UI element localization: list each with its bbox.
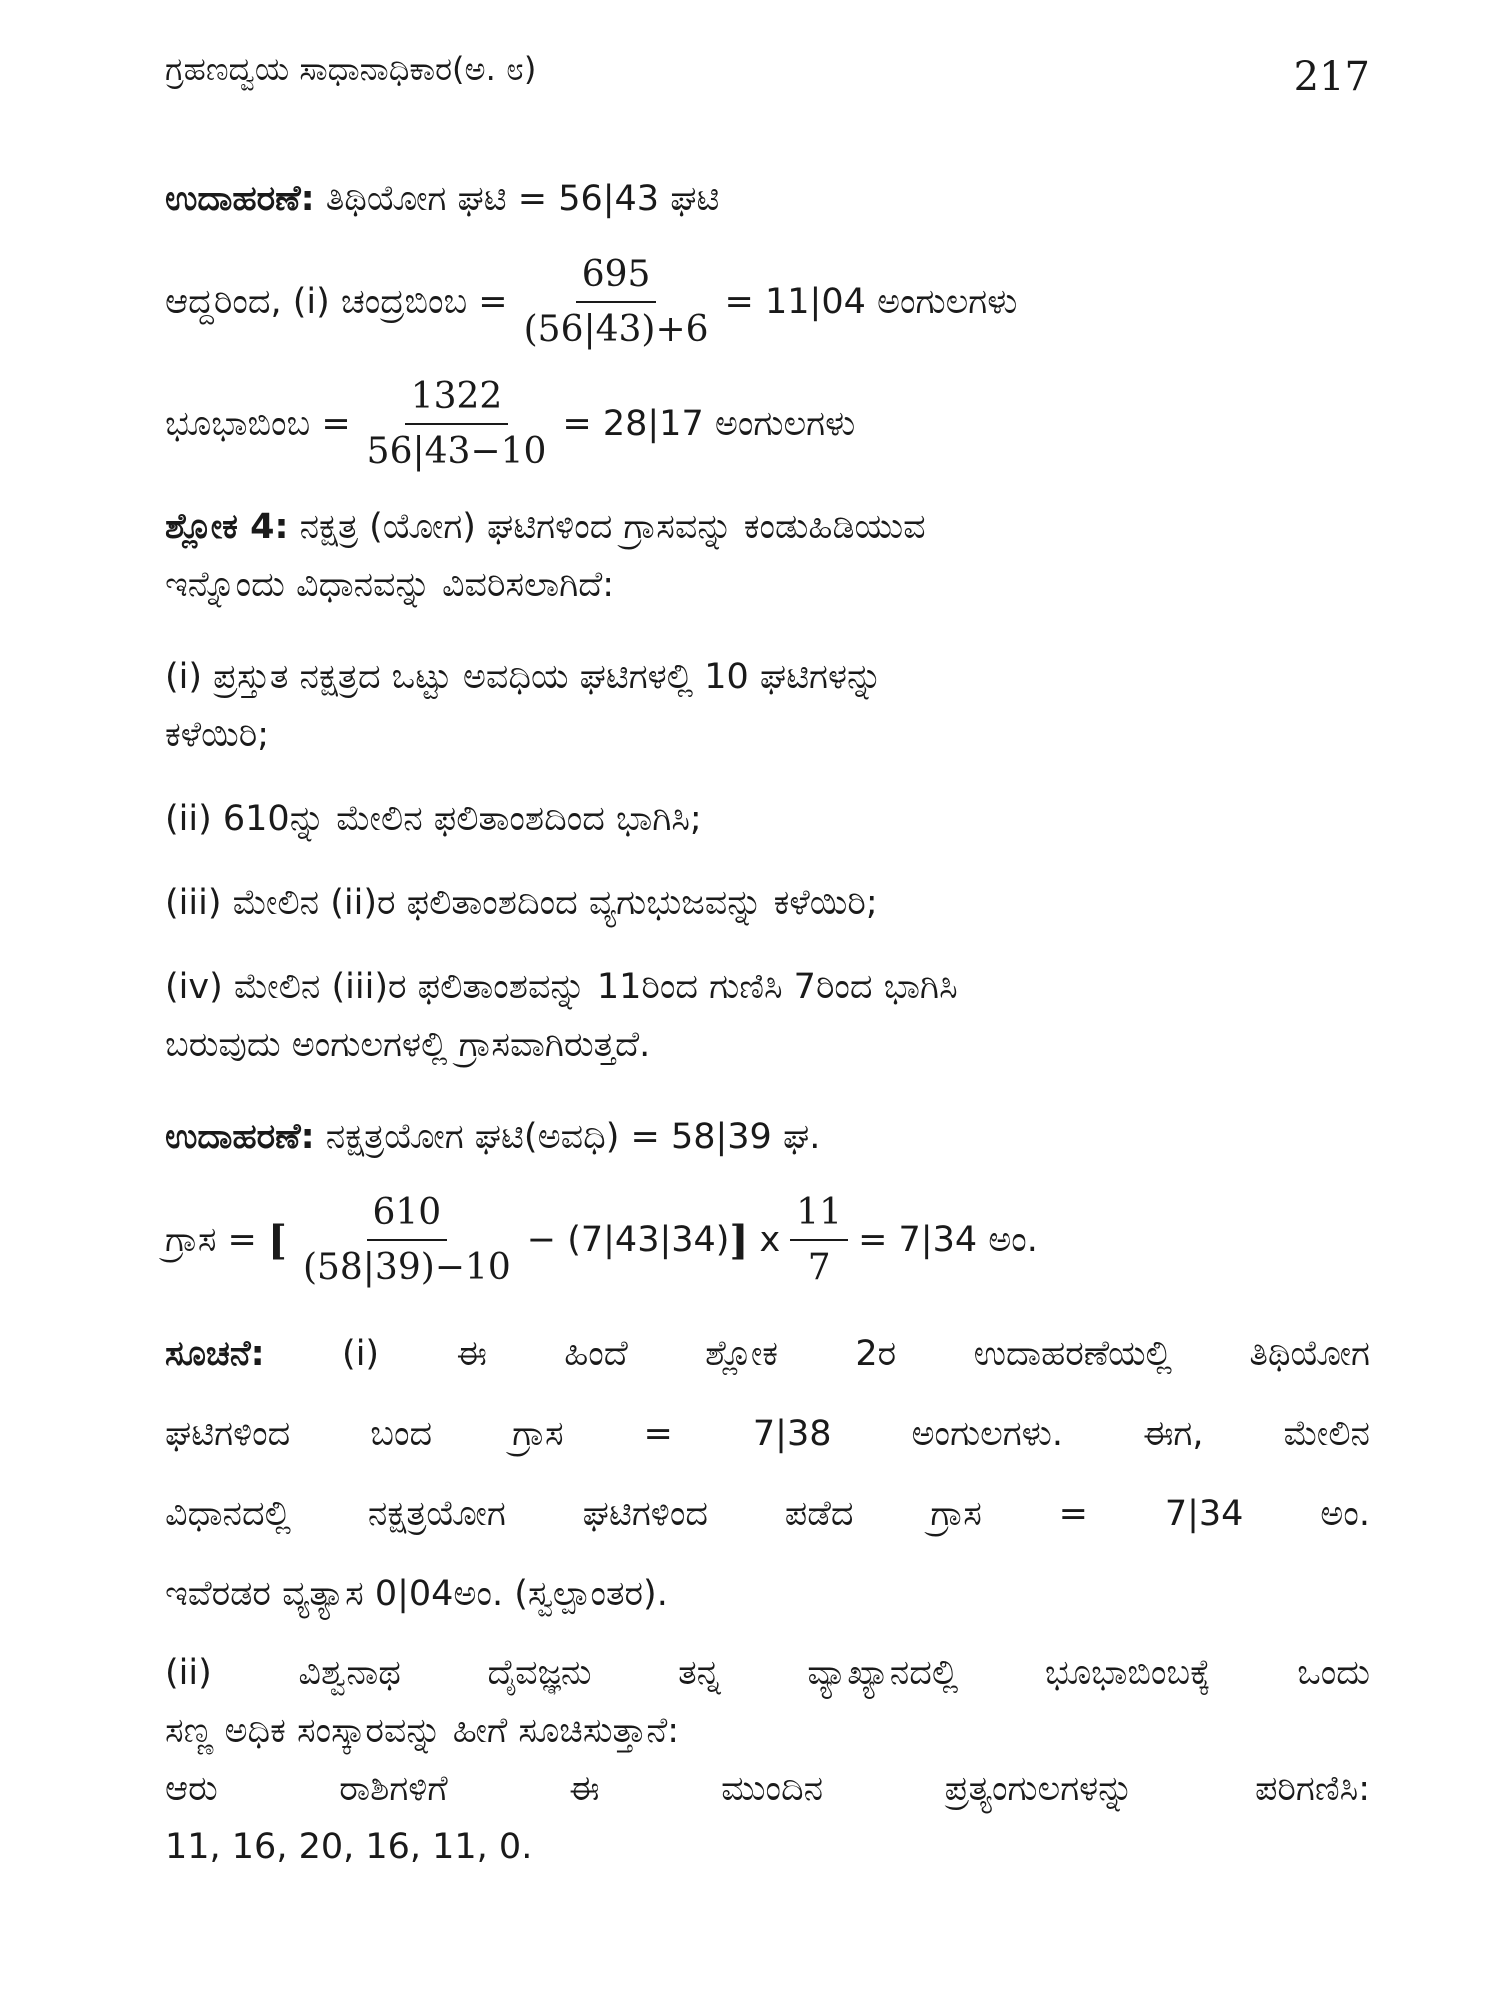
equation-result: = 7|34 ಅಂ. — [858, 1220, 1038, 1260]
text-line: 11, 16, 20, 16, 11, 0. — [165, 1827, 533, 1867]
denominator: (58|39)−10 — [302, 1247, 511, 1288]
equation-result: = 28|17 ಅಂಗುಲಗಳು — [562, 404, 856, 444]
equation-earth-shadow — [165, 376, 1370, 472]
step-4 — [165, 958, 1370, 1074]
running-title: ಗ್ರಹಣದ್ವಯ ಸಾಧಾನಾಧಿಕಾರ(ಅ. ೮) — [165, 50, 537, 88]
equation-prefix: ಭೂಭಾಬಿಂಬ = — [165, 404, 351, 444]
fraction — [790, 1192, 848, 1288]
page-number: 217 — [1293, 54, 1370, 100]
equation-grasa — [165, 1192, 1370, 1288]
times-sign: x — [759, 1220, 781, 1260]
note-text: (i) ಈ ಹಿಂದೆ ಶ್ಲೋಕ 2ರ ಉದಾಹರಣೆಯಲ್ಲಿ ತಿಥಿಯೋಗ — [264, 1334, 1370, 1374]
numerator: 610 — [367, 1192, 448, 1241]
shloka-text: ನಕ್ಷತ್ರ (ಯೋಗ) ಘಟಿಗಳಿಂದ ಗ್ರಾಸವನ್ನು ಕಂಡುಹಿಡಿಯುವ — [288, 507, 926, 547]
text-line: (i) ಪ್ರಸ್ತುತ ನಕ್ಷತ್ರದ ಒಟ್ಟು ಅವಧಿಯ ಘಟಿಗಳಲ್ಲಿ 10 ಘಟಿಗಳನ್ನು — [165, 657, 883, 697]
equation-middle: − (7|43|34) — [526, 1220, 730, 1260]
note-paragraph-2 — [165, 1644, 1370, 1876]
fraction — [518, 254, 715, 350]
example1-label: ಉದಾಹರಣೆ: — [165, 179, 315, 219]
text-line: ಸಣ್ಣ ಅಧಿಕ ಸಂಸ್ಕಾರವನ್ನು ಹೀಗೆ ಸೂಚಿಸುತ್ತಾನೆ: — [165, 1711, 680, 1751]
denominator: 7 — [807, 1247, 831, 1288]
text-line: ವಿಧಾನದಲ್ಲಿ ನಕ್ಷತ್ರಯೋಗ ಘಟಿಗಳಿಂದ ಪಡೆದ ಗ್ರಾಸ = 7|34 ಅಂ. — [165, 1494, 1370, 1534]
fraction — [361, 376, 553, 472]
text-line — [165, 498, 1370, 556]
step-1 — [165, 648, 1370, 764]
shloka-label: ಶ್ಲೋಕ 4: — [165, 507, 289, 547]
step-3: (iii) ಮೇಲಿನ (ii)ರ ಫಲಿತಾಂಶದಿಂದ ವ್ಯಗುಭುಜವನ್ನು ಕಳೆಯಿರಿ; — [165, 883, 878, 923]
equation-moon-disc — [165, 254, 1370, 350]
text-line: ಕಳೆಯಿರಿ; — [165, 715, 270, 755]
fraction — [297, 1192, 517, 1288]
close-bracket: ] — [729, 1216, 749, 1264]
note-paragraph-1 — [165, 1314, 1370, 1634]
equation-prefix: ಆದ್ದರಿಂದ, (i) ಚಂದ್ರಬಿಂಬ = — [165, 282, 508, 322]
denominator: 56|43−10 — [366, 431, 547, 472]
text-line: ಘಟಿಗಳಿಂದ ಬಂದ ಗ್ರಾಸ = 7|38 ಅಂಗುಲಗಳು. ಈಗ, ಮೇಲಿನ — [165, 1414, 1370, 1454]
text-line: ಆರು ರಾಶಿಗಳಿಗೆ ಈ ಮುಂದಿನ ಪ್ರತ್ಯಂಗುಲಗಳನ್ನು ಪರಿಗಣಿಸಿ: — [165, 1769, 1370, 1809]
text-line — [165, 1314, 1370, 1394]
numerator: 11 — [790, 1192, 848, 1241]
equation-result: = 11|04 ಅಂಗುಲಗಳು — [724, 282, 1018, 322]
text-line: (ii) ವಿಶ್ವನಾಥ ದೈವಜ್ಞನು ತನ್ನ ವ್ಯಾಖ್ಯಾನದಲ್ಲಿ ಭೂಭಾಬಿಂಬಕ್ಕೆ ಒಂದು — [165, 1653, 1370, 1693]
note-label: ಸೂಚನೆ: — [165, 1334, 265, 1374]
numerator: 1322 — [405, 376, 509, 425]
equation-prefix: ಗ್ರಾಸ = — [165, 1220, 257, 1260]
step-2: (ii) 610ನ್ನು ಮೇಲಿನ ಫಲಿತಾಂಶದಿಂದ ಭಾಗಿಸಿ; — [165, 799, 702, 839]
text-line: (iv) ಮೇಲಿನ (iii)ರ ಫಲಿತಾಂಶವನ್ನು 11ರಿಂದ ಗುಣಿಸಿ 7ರಿಂದ ಭಾಗಿಸಿ — [165, 967, 958, 1007]
denominator: (56|43)+6 — [523, 309, 709, 350]
example1-heading — [165, 170, 1370, 228]
text-line: ಇನ್ನೊಂದು ವಿಧಾನವನ್ನು ವಿವರಿಸಲಾಗಿದೆ: — [165, 565, 615, 605]
page-header — [165, 40, 1370, 100]
example2-text: ನಕ್ಷತ್ರಯೋಗ ಘಟಿ(ಅವಧಿ) = 58|39 ಘ. — [314, 1117, 821, 1157]
example1-text: ತಿಥಿಯೋಗ ಘಟಿ = 56|43 ಘಟಿ — [314, 179, 720, 219]
text-line: ಬರುವುದು ಅಂಗುಲಗಳಲ್ಲಿ ಗ್ರಾಸವಾಗಿರುತ್ತದೆ. — [165, 1025, 651, 1065]
shloka-intro — [165, 498, 1370, 614]
numerator: 695 — [576, 254, 657, 303]
example2-heading — [165, 1108, 1370, 1166]
open-bracket: [ — [268, 1216, 287, 1264]
example2-label: ಉದಾಹರಣೆ: — [165, 1117, 315, 1157]
text-line: ಇವೆರಡರ ವ್ಯತ್ಯಾಸ 0|04ಅಂ. (ಸ್ವಲ್ಪಾಂತರ). — [165, 1574, 668, 1614]
